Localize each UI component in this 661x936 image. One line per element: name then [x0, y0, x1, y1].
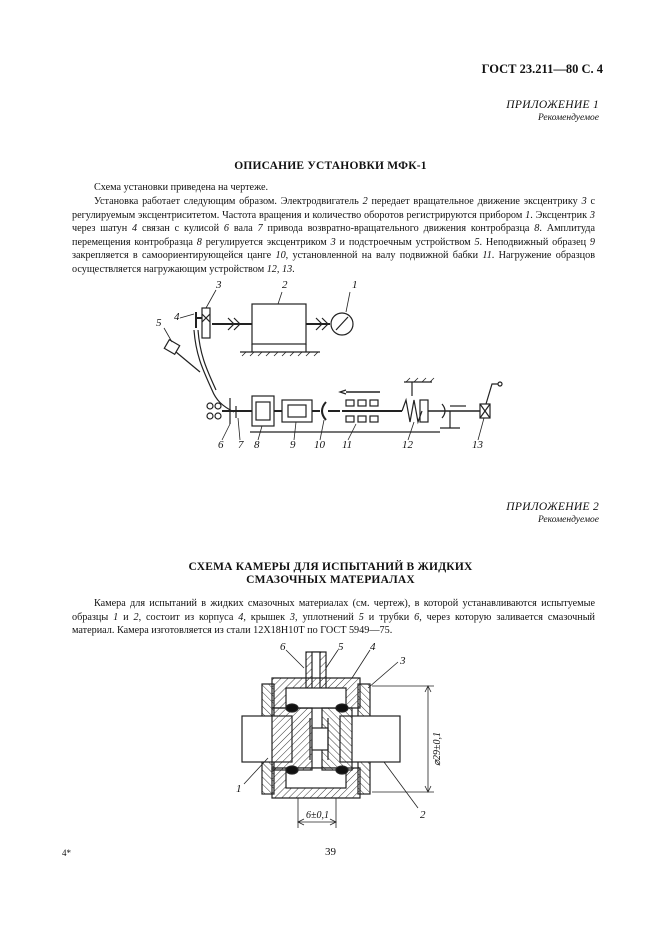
para2-text: .: [292, 263, 295, 275]
para2-text: передает вращательное движение эксцентрику: [367, 196, 582, 207]
fig1-label-11: 11: [342, 439, 353, 451]
para2-ref: 8: [534, 223, 540, 234]
movable-headstock: [340, 390, 386, 422]
fig1-label-7: 7: [238, 439, 244, 451]
fig2-label-5: 5: [338, 641, 344, 653]
para3-ref: 4: [238, 611, 244, 623]
fig1-label-6: 6: [218, 439, 224, 451]
para2-text: Установка работает следующим образом. Электродвигатель: [94, 196, 363, 207]
footer-mark: 4*: [62, 848, 71, 858]
para3-text: Камера для испытаний в жидких смазочных материалах (см. чертеж), в которой устанавливаются испытуемые образцы: [72, 598, 595, 623]
para2-ref: 10: [275, 250, 286, 261]
fig1-label-10: 10: [314, 439, 325, 451]
test-chamber-figure: [222, 638, 452, 838]
fig1-label-8: 8: [254, 439, 260, 451]
para2-ref: 5: [474, 236, 480, 248]
seal: [286, 704, 298, 712]
para3-ref: 5: [358, 611, 364, 623]
fig1-label-1: 1: [352, 279, 358, 291]
para2-ref: 1: [525, 209, 531, 221]
ground-hatch: [242, 352, 318, 356]
para3-ref: 2: [133, 611, 139, 623]
page-number: 39: [325, 846, 336, 858]
fig1-label-3: 3: [216, 279, 222, 291]
fig1-label-9: 9: [290, 439, 296, 451]
para2-ref: 8: [196, 236, 202, 248]
fig1-label-4: 4: [174, 311, 180, 323]
para2-ref: 3: [589, 209, 595, 221]
fig1-label-13: 13: [472, 439, 483, 451]
counter-sample-holder: [252, 396, 274, 426]
electric-motor: [252, 304, 306, 344]
para3-text: и трубки: [363, 611, 415, 623]
installation-scheme-figure: [150, 272, 530, 452]
para2-ref: 3: [581, 196, 587, 207]
para2-text: и подстроечным устройством: [335, 236, 475, 248]
para2-ref: 6: [223, 223, 230, 234]
para2-text: регулируется эксцентриком: [201, 236, 331, 248]
section-2-title-line-2: СМАЗОЧНЫХ МАТЕРИАЛАХ: [246, 574, 415, 586]
para2-text: . Эксцентрик: [530, 209, 590, 221]
para3-text: и: [118, 611, 134, 623]
fig2-label-6: 6: [280, 641, 286, 653]
para2-ref: 11: [482, 250, 492, 261]
para3-ref: 6: [414, 611, 420, 623]
section-2-para: [72, 597, 595, 638]
para3-text: , состоит из корпуса: [138, 611, 239, 623]
para2-text: , установленной на валу подвижной бабки: [285, 250, 483, 261]
fig2-label-1: 1: [236, 783, 242, 795]
width-dimension: 6±0,1: [306, 810, 329, 821]
appendix-2-label: [506, 501, 599, 527]
fig1-label-12: 12: [402, 439, 413, 451]
loading-device: [386, 378, 480, 428]
para2-ref: 4: [132, 223, 138, 234]
appendix-1-status: Рекомендуемое: [537, 113, 599, 123]
para2-ref: 2: [362, 196, 368, 207]
fig1-label-2: 2: [282, 279, 288, 291]
para2-text: через шатун: [72, 223, 133, 234]
fig2-label-4: 4: [370, 641, 376, 653]
para2-text: . Нагружение образцов осуществляется нагружающим устройством: [72, 250, 596, 275]
para2-text: с регулируемым эксцентриситетом. Частота вращения и количество оборотов регистрируются прибором: [72, 196, 595, 221]
fixed-sample: [282, 400, 312, 422]
section-2-title: [0, 561, 661, 587]
para2-ref: 3: [330, 236, 336, 248]
para2-ref: 9: [589, 236, 595, 248]
para2-text: . Амплитуда перемещения контробразца: [72, 223, 595, 248]
para2-text: . Неподвижный образец: [479, 236, 590, 248]
fig1-label-5: 5: [156, 317, 162, 329]
fig2-label-3: 3: [400, 655, 406, 667]
section-2-title-line-1: СХЕМА КАМЕРЫ ДЛЯ ИСПЫТАНИЙ В ЖИДКИХ: [188, 561, 473, 573]
para2-text: вала: [229, 223, 258, 234]
para3-text: , уплотнений: [295, 611, 359, 623]
appendix-2-status: Рекомендуемое: [537, 515, 599, 525]
collet: [322, 402, 326, 420]
para3-text: , крышек: [243, 611, 290, 623]
fig2-label-2: 2: [420, 809, 426, 821]
para2-ref: 7: [257, 223, 263, 234]
section-1-para-2: [72, 195, 595, 276]
appendix-1-label: [506, 99, 599, 125]
para3-ref: 3: [289, 611, 296, 623]
section-1-para-1: Схема установки приведена на чертеже.: [94, 182, 269, 193]
appendix-1-title: ПРИЛОЖЕНИЕ 1: [506, 99, 599, 111]
para2-text: связан с кулисой: [137, 223, 224, 234]
loading-device-13: [480, 382, 502, 418]
diameter-dimension: ⌀29±0,1: [432, 731, 443, 766]
para3-text: , через которую заливается смазочный материал. Камера изготовляется из стали 12Х18Н10Т по ГОСТ 5949—75.: [72, 611, 595, 636]
para2-ref: 12, 13: [266, 263, 293, 275]
para2-text: привода возвратно-вращательного движения контробразца: [262, 223, 535, 234]
document-header: ГОСТ 23.211—80 С. 4: [481, 62, 603, 76]
eccentric: [202, 308, 210, 338]
para2-text: закрепляется в самоориентирующейся цанге: [72, 250, 276, 261]
section-1-title: ОПИСАНИЕ УСТАНОВКИ МФК-1: [234, 160, 427, 172]
appendix-2-title: ПРИЛОЖЕНИЕ 2: [506, 501, 599, 513]
para3-ref: 1: [113, 611, 119, 623]
